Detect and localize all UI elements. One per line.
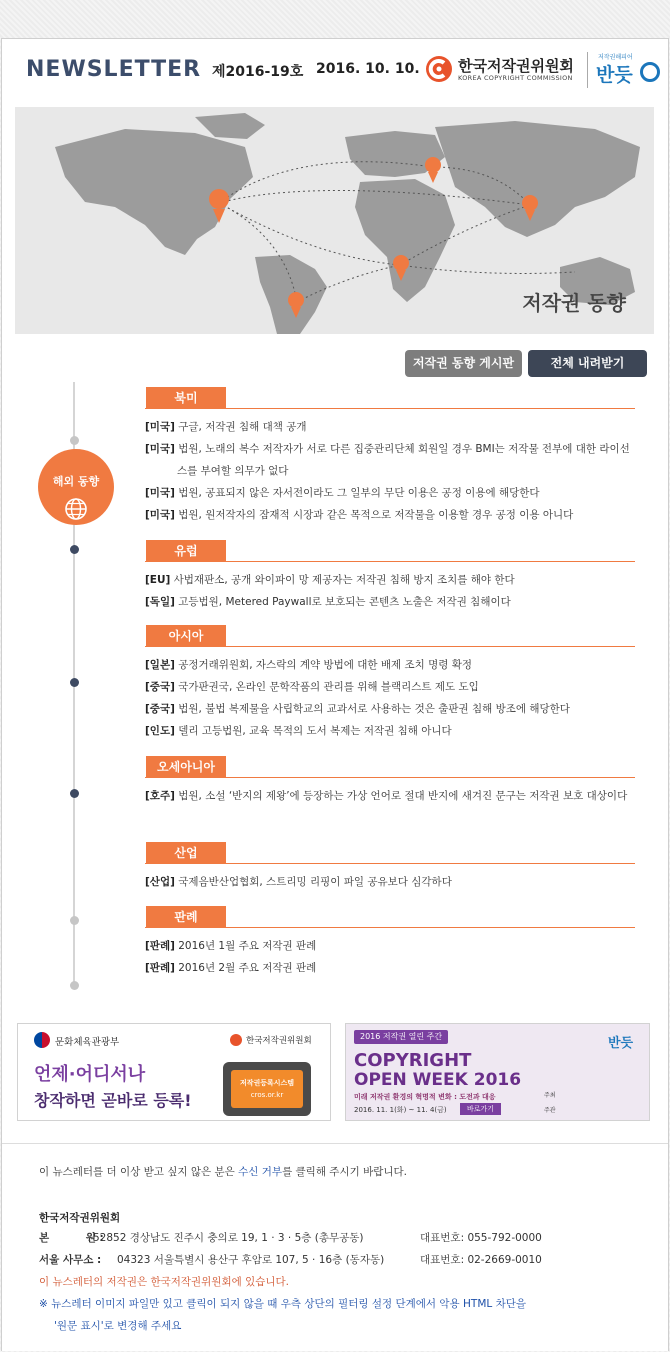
- news-item[interactable]: [145, 935, 635, 957]
- section-industry: [145, 842, 635, 893]
- timeline-dot: [70, 436, 79, 445]
- news-country: [판례]: [145, 940, 175, 952]
- timeline-dot: [70, 981, 79, 990]
- section-header: [145, 842, 635, 864]
- news-item[interactable]: [145, 720, 635, 742]
- news-country: [미국]: [145, 421, 175, 433]
- open-week-top-label: 2016 저작권 열린 주간: [354, 1030, 448, 1044]
- banner-org-name: 한국저작권위원회: [246, 1036, 312, 1046]
- news-text: 2016년 1월 주요 저작권 판례: [178, 940, 317, 952]
- news-item[interactable]: [145, 698, 635, 720]
- news-text: 법원, 원저작자의 잠재적 시장과 같은 목적으로 저작물을 이용할 경우 공정 이용 아니다: [178, 509, 574, 521]
- news-text: 델리 고등법원, 교육 목적의 도서 복제는 저작권 침해 아니다: [178, 725, 452, 737]
- footer-org-name: 한국저작권위원회: [39, 1212, 121, 1224]
- news-item[interactable]: [145, 569, 635, 591]
- download-all-button[interactable]: 전체 내려받기: [528, 350, 647, 377]
- section-oceania: [145, 756, 635, 807]
- hq-label: 본 원 :: [39, 1232, 104, 1244]
- campaign-circle-icon: [640, 62, 660, 82]
- globe-icon: [64, 497, 88, 521]
- news-item[interactable]: [145, 785, 635, 807]
- open-week-banner[interactable]: [345, 1023, 650, 1121]
- section-tag: 아시아: [146, 625, 226, 647]
- news-country: [독일]: [145, 596, 175, 608]
- news-item[interactable]: [145, 416, 635, 438]
- news-country: [미국]: [145, 487, 175, 499]
- news-text: 사법재판소, 공개 와이파이 망 제공자는 저작권 침해 방지 조치를 해야 한다: [173, 574, 515, 586]
- kcc-small-logo-icon: [230, 1034, 242, 1046]
- overseas-trends-badge: [38, 449, 114, 525]
- news-text: 국가판권국, 온라인 문학작품의 관리를 위해 블랙리스트 제도 도입: [178, 681, 479, 693]
- news-country: [EU]: [145, 574, 171, 586]
- timeline-dot: [70, 678, 79, 687]
- news-country: [판례]: [145, 962, 175, 974]
- news-country: [미국]: [145, 509, 175, 521]
- header-divider: [587, 52, 588, 88]
- banner-headline-2: 창작하면 곧바로 등록!: [34, 1091, 192, 1110]
- timeline-dot: [70, 545, 79, 554]
- news-text: 법원, 소설 ‘반지의 제왕’에 등장하는 가상 언어로 절대 반지에 새겨진 문구는 저작권 보호 대상이다: [178, 790, 628, 802]
- registration-banner[interactable]: [17, 1023, 331, 1121]
- ministry-emblem-icon: [34, 1032, 50, 1048]
- news-country: [산업]: [145, 876, 175, 888]
- hero-world-map[interactable]: [15, 107, 654, 334]
- copyright-notice: 이 뉴스레터의 저작권은 한국저작권위원회에 있습니다.: [39, 1276, 289, 1288]
- ministry-name: 문화체육관광부: [55, 1037, 120, 1048]
- campaign-name: 반듯: [596, 64, 633, 86]
- system-url: cros.or.kr: [250, 1091, 284, 1099]
- org-name-en: KOREA COPYRIGHT COMMISSION: [458, 74, 573, 82]
- news-text: 법원, 불법 복제물을 사립학교의 교과서로 사용하는 것은 출판권 침해 방조에 해당한다: [178, 703, 570, 715]
- news-text: 법원, 공표되지 않은 자서전이라도 그 일부의 무단 이용은 공정 이용에 해당한다: [178, 487, 540, 499]
- organizer-label: 주관: [544, 1107, 556, 1114]
- news-item[interactable]: [145, 654, 635, 676]
- open-week-title-1: COPYRIGHT: [354, 1050, 472, 1071]
- section-header: [145, 540, 635, 562]
- hero-title: 저작권 동향: [522, 291, 626, 315]
- section-header: [145, 756, 635, 778]
- news-text: 공정거래위원회, 자스락의 계약 방법에 대한 배제 조치 명령 확정: [178, 659, 472, 671]
- news-item[interactable]: [145, 676, 635, 698]
- open-week-title-2: OPEN WEEK 2016: [354, 1070, 522, 1090]
- section-tag: 산업: [146, 842, 226, 864]
- news-text: 구글, 저작권 침해 대책 공개: [178, 421, 307, 433]
- news-country: [중국]: [145, 681, 175, 693]
- unsubscribe-line: [39, 1164, 407, 1179]
- news-item[interactable]: [145, 871, 635, 893]
- timeline-dot: [70, 789, 79, 798]
- open-week-subtitle: 미래 저작권 환경의 혁명적 변화 : 도전과 대응: [354, 1093, 496, 1101]
- news-country: [인도]: [145, 725, 175, 737]
- host-label: 주최: [544, 1092, 556, 1099]
- kcc-logo-icon[interactable]: [424, 54, 454, 84]
- news-text: 고등법원, Metered Paywall로 보호되는 콘텐츠 노출은 저작권 침해이다: [178, 596, 511, 608]
- section-header: [145, 625, 635, 647]
- unsubscribe-link[interactable]: 수신 거부: [238, 1166, 283, 1178]
- news-item[interactable]: [145, 482, 635, 504]
- news-text: 법원, 노래의 복수 저작자가 서로 다른 집중관리단체 회원일 경우 BMI는 저작물 전부에 대한 라이선스를 부여할 의무가 없다: [177, 443, 630, 477]
- seoul-address: 04323 서울특별시 용산구 후암로 107, 5 · 16층 (동자동): [117, 1254, 385, 1266]
- html-notice-2: '원문 표시'로 변경해 주세요: [54, 1320, 182, 1332]
- unsubscribe-post: 를 클릭해 주시기 바랍니다.: [282, 1166, 407, 1178]
- news-text: 2016년 2월 주요 저작권 판례: [178, 962, 317, 974]
- section-europe: [145, 540, 635, 613]
- timeline-dot: [70, 916, 79, 925]
- news-item[interactable]: [145, 504, 635, 526]
- news-item[interactable]: [145, 957, 635, 979]
- issue-date: 2016. 10. 10.: [316, 61, 420, 77]
- open-week-cta-button[interactable]: 바로가기: [460, 1103, 501, 1115]
- open-week-date: 2016. 11. 1(화) ~ 11. 4(금): [354, 1106, 447, 1114]
- newsletter-title: NEWSLETTER: [26, 57, 202, 82]
- section-tag: 오세아니아: [146, 756, 226, 778]
- section-tag: 유럽: [146, 540, 226, 562]
- footer: [2, 1143, 668, 1351]
- banner-headline-1: 언제·어디서나: [34, 1064, 146, 1085]
- news-country: [일본]: [145, 659, 175, 671]
- org-name: 한국저작권위원회: [458, 57, 574, 75]
- news-text: 국제음반산업협회, 스트리밍 리핑이 파일 공유보다 심각하다: [178, 876, 452, 888]
- newsletter-header: [22, 52, 662, 90]
- news-country: [중국]: [145, 703, 175, 715]
- hq-phone: 대표번호: 055-792-0000: [420, 1232, 542, 1244]
- device-screen: [231, 1070, 303, 1108]
- seoul-label: 서울 사무소 :: [39, 1254, 102, 1266]
- campaign-logo[interactable]: [596, 52, 662, 90]
- news-item[interactable]: [145, 438, 635, 482]
- device-mockup: [223, 1062, 311, 1116]
- section-header: [145, 387, 635, 409]
- news-country: [미국]: [145, 443, 175, 455]
- unsubscribe-pre: 이 뉴스레터를 더 이상 받고 싶지 않은 분은: [39, 1166, 239, 1178]
- issue-number: 제2016-19호: [212, 64, 304, 80]
- news-country: [호주]: [145, 790, 175, 802]
- section-asia: [145, 625, 635, 742]
- section-tag: 북미: [146, 387, 226, 409]
- section-cases: [145, 906, 635, 979]
- copyright-trends-board-button[interactable]: 저작권 동향 게시판: [405, 350, 522, 377]
- hq-address: 52852 경상남도 진주시 충의로 19, 1 · 3 · 5층 (총무공동): [93, 1232, 364, 1244]
- system-name: 저작권등록시스템: [239, 1079, 295, 1087]
- html-notice-1: ※ 뉴스레터 이미지 파일만 있고 클릭이 되지 않을 때 우측 상단의 필터링 설정 단계에서 악용 HTML 차단을: [39, 1298, 526, 1310]
- open-week-campaign-logo: 반듯: [608, 1036, 634, 1051]
- news-item[interactable]: [145, 591, 635, 613]
- campaign-small-text: 저작권해피어: [598, 54, 633, 61]
- section-header: [145, 906, 635, 928]
- section-tag: 판례: [146, 906, 226, 928]
- section-north-america: [145, 387, 635, 526]
- seoul-phone: 대표번호: 02-2669-0010: [420, 1254, 542, 1266]
- overseas-trends-label: 해외 동향: [52, 475, 100, 488]
